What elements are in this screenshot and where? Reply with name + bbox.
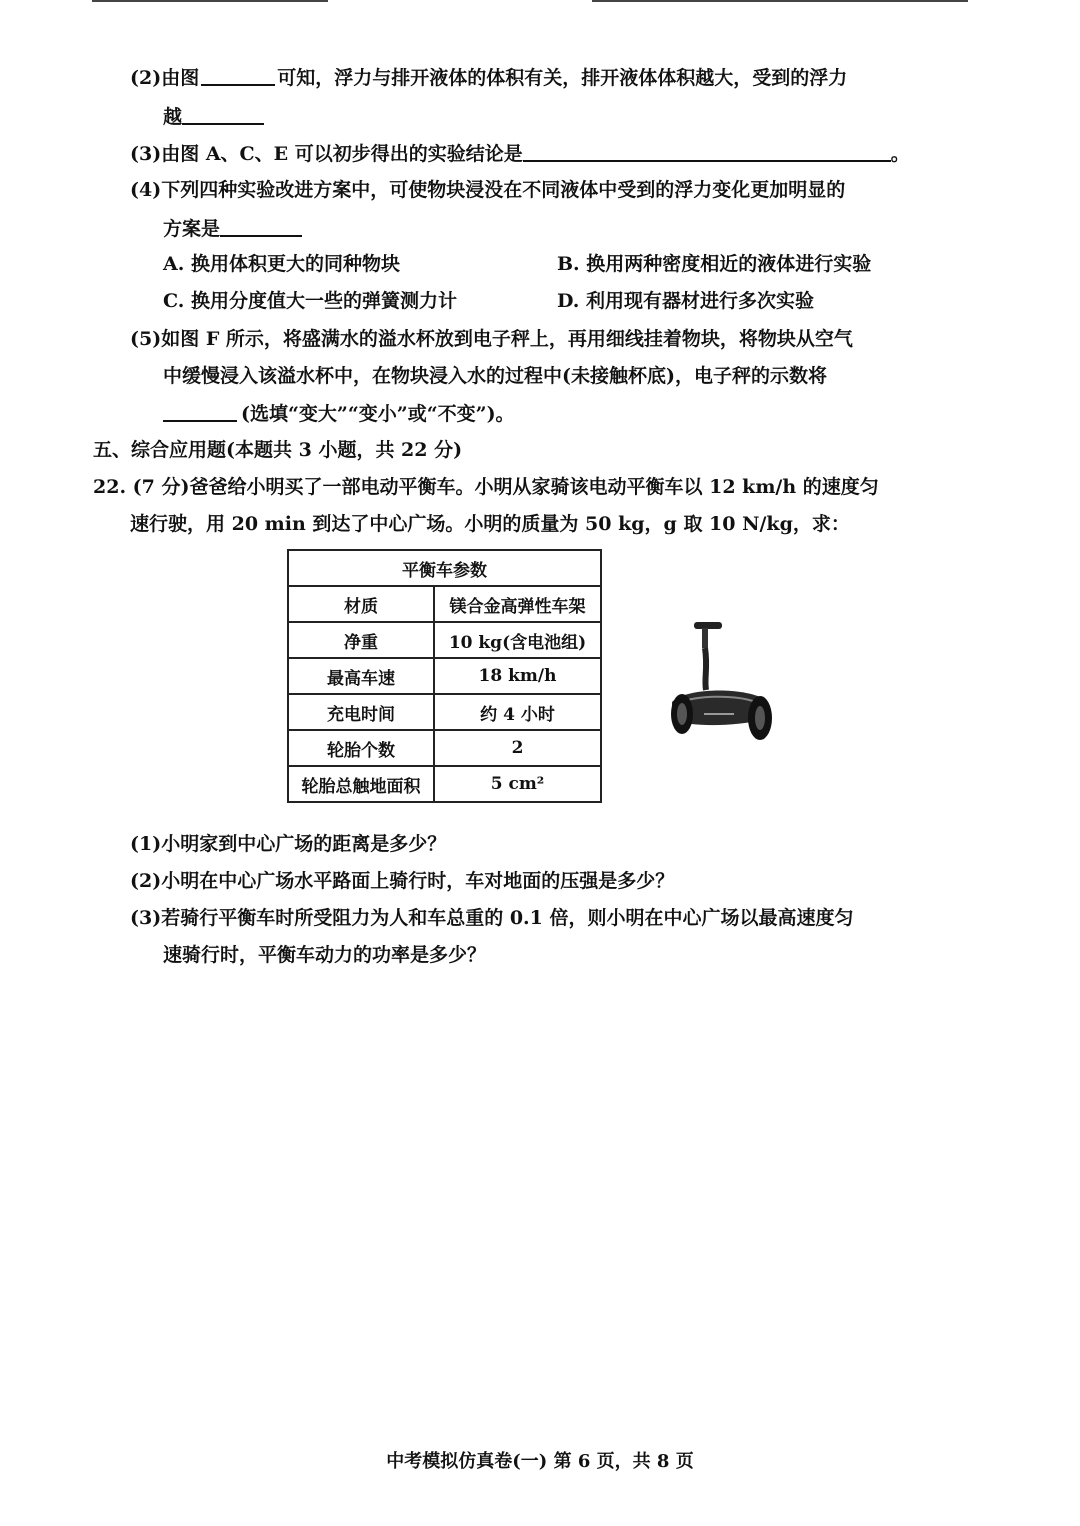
balance-scooter-illustration: [664, 618, 774, 746]
table-cell: 净重: [288, 622, 434, 658]
table-cell: 18 km/h: [434, 658, 601, 694]
q22-stem-line2: 速行驶，用 20 min 到达了中心广场。小明的质量为 50 kg，g 取 10 N/kg，求：: [130, 513, 850, 535]
top-rule-right: [592, 0, 968, 2]
q22-sub1: (1)小明家到中心广场的距离是多少？: [130, 833, 447, 855]
table-cell: 材质: [288, 586, 434, 622]
q21-part4-line1: (4)下列四种实验改进方案中，可使物块浸没在不同液体中受到的浮力变化更加明显的: [130, 179, 846, 201]
table-cell: 轮胎总触地面积: [288, 766, 434, 802]
table-cell: 2: [434, 730, 601, 766]
q21-part4-line2: 方案是: [163, 215, 302, 242]
q21-part2-line1: (2)由图 可知，浮力与排开液体的体积有关，排开液体体积越大，受到的浮力: [130, 64, 847, 91]
q21-part5-line1: (5)如图 F 所示，将盛满水的溢水杯放到电子秤上，再用细线挂着物块，将物块从空气: [130, 328, 853, 350]
answer-blank: [163, 400, 237, 422]
answer-blank: [220, 215, 302, 237]
answer-blank: [182, 103, 264, 125]
table-title: 平衡车参数: [288, 550, 601, 586]
table-cell: 轮胎个数: [288, 730, 434, 766]
page-footer: 中考模拟仿真卷(一) 第 6 页，共 8 页: [386, 1451, 694, 1472]
option-a: A. 换用体积更大的同种物块: [163, 253, 400, 275]
section-heading: 五、综合应用题(本题共 3 小题，共 22 分): [93, 439, 463, 461]
top-rule-left: [92, 0, 328, 2]
table-row: [288, 658, 601, 694]
option-d: D. 利用现有器材进行多次实验: [557, 290, 815, 312]
table-row: [288, 766, 601, 802]
table-cell: 充电时间: [288, 694, 434, 730]
table-row: [288, 586, 601, 622]
q21-part5-line3: (选填“变大”“变小”或“不变”)。: [163, 400, 515, 427]
table-row: [288, 730, 601, 766]
q22-sub3-line1: (3)若骑行平衡车时所受阻力为人和车总重的 0.1 倍，则小明在中心广场以最高速度匀: [130, 907, 854, 929]
answer-blank: [201, 64, 275, 86]
q21-part3: (3)由图 A、C、E 可以初步得出的实验结论是 。: [130, 140, 910, 167]
q22-sub2: (2)小明在中心广场水平路面上骑行时，车对地面的压强是多少？: [130, 870, 675, 892]
answer-blank: [523, 140, 891, 162]
table-cell: 5 cm²: [434, 766, 601, 802]
option-c: C. 换用分度值大一些的弹簧测力计: [163, 290, 458, 312]
balance-car-parameters-table: [287, 549, 602, 803]
option-b: B. 换用两种密度相近的液体进行实验: [557, 253, 872, 275]
table-cell: 10 kg(含电池组): [434, 622, 601, 658]
q21-part5-line2: 中缓慢浸入该溢水杯中，在物块浸入水的过程中(未接触杯底)，电子秤的示数将: [163, 365, 827, 387]
table-row: [288, 694, 601, 730]
table-row: [288, 622, 601, 658]
q21-part2-line2: 越: [163, 103, 264, 130]
table-cell: 约 4 小时: [434, 694, 601, 730]
q22-stem-line1: 22. (7 分)爸爸给小明买了一部电动平衡车。小明从家骑该电动平衡车以 12 km/h 的速度匀: [93, 476, 879, 498]
table-cell: 镁合金高弹性车架: [434, 586, 601, 622]
table-cell: 最高车速: [288, 658, 434, 694]
table-row: [288, 550, 601, 586]
q22-sub3-line2: 速骑行时，平衡车动力的功率是多少？: [163, 944, 487, 966]
